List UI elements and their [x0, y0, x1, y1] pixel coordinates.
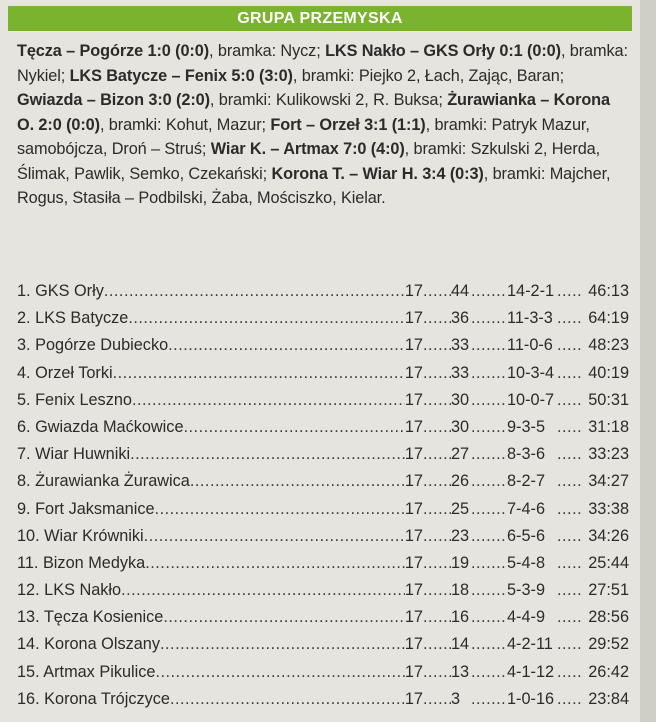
table-row [17, 604, 629, 631]
leader-dots [557, 387, 581, 414]
leader-dots [423, 468, 451, 495]
leader-dots [423, 360, 451, 387]
games-played: 17 [404, 309, 423, 328]
win-draw-loss: 5-4-8 [507, 553, 546, 572]
leader-dots [423, 496, 451, 523]
table-row [17, 686, 629, 713]
leader-dots [128, 305, 405, 332]
match-details: , bramki: Kulikowski 2, R. Buksa; [209, 91, 448, 109]
match-score: Gwiazda – Bizon 3:0 (2:0) [17, 91, 210, 109]
win-draw-loss: 14-2-1 [507, 282, 555, 300]
leader-dots [104, 278, 405, 305]
table-row [17, 523, 629, 550]
leader-dots [155, 496, 405, 523]
points: 44 [451, 282, 470, 300]
leader-dots [423, 659, 451, 686]
leader-dots [471, 278, 507, 305]
games-played: 17 [404, 417, 423, 436]
games-played: 17 [404, 336, 423, 355]
leader-dots [471, 604, 507, 631]
team-name: 1. GKS Orły [17, 282, 104, 300]
leader-dots [423, 414, 451, 441]
win-draw-loss: 6-5-6 [507, 526, 546, 545]
leader-dots [163, 604, 405, 631]
leader-dots [557, 414, 581, 441]
team-name: 8. Żurawianka Żurawica [17, 472, 190, 491]
table-row [17, 387, 629, 414]
leader-dots [190, 468, 405, 495]
match-details: , bramka: Nykiel; [17, 42, 628, 85]
league-standings-table [17, 278, 629, 713]
leader-dots [471, 305, 507, 332]
leader-dots [471, 550, 507, 577]
win-draw-loss: 9-3-5 [507, 417, 546, 436]
leader-dots [557, 441, 581, 468]
games-played: 17 [404, 662, 423, 681]
goals-ratio: 33:38 [588, 499, 629, 518]
points: 33 [451, 363, 470, 382]
goals-ratio: 26:42 [588, 662, 629, 681]
games-played: 17 [404, 689, 423, 708]
leader-dots [170, 686, 405, 713]
team-name: 5. Fenix Leszno [17, 390, 132, 409]
win-draw-loss: 5-3-9 [507, 581, 546, 600]
goals-ratio: 48:23 [588, 336, 629, 355]
games-played: 17 [404, 472, 423, 491]
leader-dots [155, 659, 404, 686]
points: 33 [451, 336, 470, 355]
table-row [17, 496, 629, 523]
points: 18 [451, 581, 470, 600]
match-score: Fort – Orzeł 3:1 (1:1) [270, 115, 426, 134]
team-name: 7. Wiar Huwniki [17, 445, 131, 464]
leader-dots [471, 441, 507, 468]
points: 30 [451, 390, 470, 409]
match-details: , bramki: Szkulski 2, Herda, Ślimak, Pawlik, Semko, Czekański; [17, 140, 601, 183]
table-row [17, 577, 629, 604]
leader-dots [471, 414, 507, 441]
leader-dots [168, 332, 405, 359]
match-score: Wiar K. – Artmax 7:0 (4:0) [210, 140, 405, 158]
games-played: 17 [404, 608, 423, 627]
goals-ratio: 50:31 [588, 390, 629, 409]
leader-dots [471, 387, 507, 414]
games-played: 17 [404, 282, 423, 300]
points: 16 [451, 608, 470, 627]
points: 19 [451, 553, 470, 572]
games-played: 17 [404, 363, 423, 382]
win-draw-loss: 11-0-6 [507, 336, 553, 355]
leader-dots [423, 332, 451, 359]
leader-dots [557, 686, 581, 713]
leader-dots [132, 387, 405, 414]
leader-dots [121, 577, 405, 604]
leader-dots [423, 441, 451, 468]
match-score: LKS Batycze – Fenix 5:0 (3:0) [69, 66, 293, 85]
match-details: , bramki: Majcher, Rogus, Stasiła – Podbilski, Żaba, Mościszko, Kielar. [17, 164, 611, 207]
leader-dots [471, 631, 507, 658]
points: 36 [451, 309, 470, 328]
team-name: 15. Artmax Pikulice [17, 662, 156, 681]
games-played: 17 [404, 390, 423, 409]
leader-dots [557, 332, 581, 359]
table-row [17, 659, 629, 686]
games-played: 17 [404, 635, 423, 654]
table-row [17, 631, 629, 658]
match-details: , bramki: Patryk Mazur, samobójcza, Droń – Struś; [17, 115, 590, 158]
match-results-paragraph [17, 39, 629, 211]
team-name: 2. LKS Batycze [17, 309, 129, 328]
goals-ratio: 34:27 [588, 472, 629, 491]
match-details: , bramki: Piejko 2, Łach, Zając, Baran; [292, 66, 565, 85]
team-name: 3. Pogórze Dubiecko [17, 336, 169, 355]
points: 14 [451, 635, 470, 654]
team-name: 11. Bizon Medyka [17, 553, 146, 572]
points: 13 [451, 662, 470, 681]
leader-dots [144, 523, 405, 550]
table-row [17, 305, 629, 332]
leader-dots [557, 659, 581, 686]
match-details: , bramka: Nycz; [209, 42, 326, 60]
match-score: LKS Nakło – GKS Orły 0:1 (0:0) [325, 42, 561, 60]
match-score: Korona T. – Wiar H. 3:4 (0:3) [271, 164, 484, 183]
leader-dots [184, 414, 405, 441]
leader-dots [557, 523, 581, 550]
team-name: 4. Orzeł Torki [17, 363, 113, 382]
section-header: GRUPA PRZEMYSKA [8, 6, 632, 31]
leader-dots [160, 631, 405, 658]
win-draw-loss: 4-1-12 [507, 662, 555, 681]
win-draw-loss: 7-4-6 [507, 499, 546, 518]
leader-dots [471, 496, 507, 523]
leader-dots [423, 305, 451, 332]
team-name: 16. Korona Trójczyce [17, 689, 170, 708]
goals-ratio: 34:26 [588, 526, 629, 545]
leader-dots [557, 496, 581, 523]
win-draw-loss: 4-2-11 [507, 635, 553, 654]
leader-dots [557, 360, 581, 387]
leader-dots [423, 577, 451, 604]
leader-dots [557, 577, 581, 604]
leader-dots [557, 468, 581, 495]
win-draw-loss: 10-3-4 [507, 363, 555, 382]
win-draw-loss: 8-2-7 [507, 472, 546, 491]
games-played: 17 [404, 499, 423, 518]
points: 27 [451, 445, 470, 464]
table-row [17, 441, 629, 468]
leader-dots [471, 360, 507, 387]
points: 3 [451, 689, 461, 708]
leader-dots [557, 550, 581, 577]
goals-ratio: 27:51 [588, 581, 629, 600]
team-name: 9. Fort Jaksmanice [17, 499, 155, 518]
leader-dots [145, 550, 405, 577]
win-draw-loss: 11-3-3 [507, 309, 553, 328]
points: 23 [451, 526, 470, 545]
games-played: 17 [404, 553, 423, 572]
games-played: 17 [404, 526, 423, 545]
goals-ratio: 40:19 [588, 363, 629, 382]
goals-ratio: 31:18 [588, 417, 629, 436]
match-details: , bramki: Kohut, Mazur; [99, 115, 271, 134]
goals-ratio: 29:52 [588, 635, 629, 654]
leader-dots [113, 360, 405, 387]
table-row [17, 550, 629, 577]
games-played: 17 [404, 445, 423, 464]
leader-dots [423, 523, 451, 550]
win-draw-loss: 8-3-6 [507, 445, 546, 464]
leader-dots [423, 631, 451, 658]
win-draw-loss: 10-0-7 [507, 390, 555, 409]
match-score: Żurawianka – Korona O. 2:0 (0:0) [17, 91, 610, 134]
team-name: 13. Tęcza Kosienice [17, 608, 164, 627]
leader-dots [471, 577, 507, 604]
match-score: Tęcza – Pogórze 1:0 (0:0) [17, 42, 210, 60]
leader-dots [557, 604, 581, 631]
leader-dots [557, 278, 581, 305]
goals-ratio: 28:56 [588, 608, 629, 627]
table-row [17, 332, 629, 359]
games-played: 17 [404, 581, 423, 600]
leader-dots [471, 686, 507, 713]
goals-ratio: 23:84 [588, 689, 629, 708]
leader-dots [423, 686, 451, 713]
leader-dots [423, 278, 451, 305]
table-row [17, 360, 629, 387]
leader-dots [423, 387, 451, 414]
goals-ratio: 64:19 [588, 309, 629, 328]
page-edge [640, 0, 656, 722]
team-name: 12. LKS Nakło [17, 581, 122, 600]
table-row [17, 468, 629, 495]
leader-dots [471, 659, 507, 686]
team-name: 10. Wiar Krówniki [17, 526, 144, 545]
leader-dots [471, 523, 507, 550]
team-name: 6. Gwiazda Maćkowice [17, 417, 184, 436]
points: 30 [451, 417, 470, 436]
table-row [17, 414, 629, 441]
points: 26 [451, 472, 470, 491]
leader-dots [557, 305, 581, 332]
leader-dots [557, 631, 581, 658]
goals-ratio: 25:44 [588, 553, 629, 572]
leader-dots [423, 604, 451, 631]
win-draw-loss: 4-4-9 [507, 608, 546, 627]
leader-dots [471, 468, 507, 495]
table-row [17, 278, 629, 305]
team-name: 14. Korona Olszany [17, 635, 160, 654]
goals-ratio: 33:23 [588, 445, 629, 464]
leader-dots [423, 550, 451, 577]
leader-dots [471, 332, 507, 359]
points: 25 [451, 499, 470, 518]
win-draw-loss: 1-0-16 [507, 689, 555, 708]
goals-ratio: 46:13 [588, 282, 629, 300]
leader-dots [130, 441, 405, 468]
